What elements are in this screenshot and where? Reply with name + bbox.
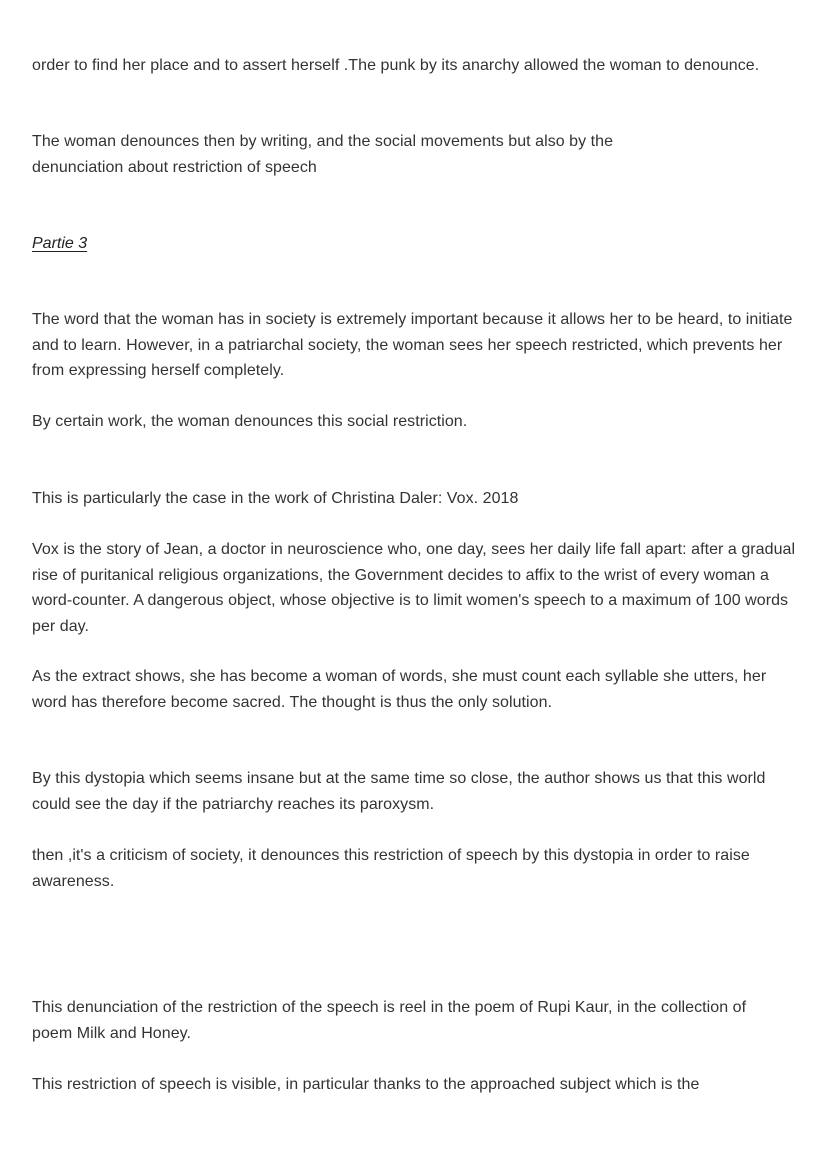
paragraph-social-restriction: By certain work, the woman denounces this social restriction. <box>32 413 468 430</box>
section-heading-partie-3: Partie 3 <box>32 235 88 252</box>
paragraph-restriction-visible: This restriction of speech is visible, in particular thanks to the approached subject which is the <box>32 1076 700 1093</box>
paragraph-woman-of-words: As the extract shows, she has become a woman of words, she must count each syllable she utters, her word has therefore become sacred. The thought is thus the only solution. <box>32 668 767 711</box>
paragraph-dystopia: By this dystopia which seems insane but at the same time so close, the author shows us that this world could see the day if the patriarchy reaches its paroxysm. <box>32 770 766 813</box>
paragraph-vox-story: Vox is the story of Jean, a doctor in neuroscience who, one day, sees her daily life fall apart: after a gradual rise of puritanical religious organizations, the Government decides to affix to the wrist of every woman a word-counter. A dangerous object, whose objective is to limit women's speech to a maximum of 100 words per day. <box>32 541 796 635</box>
paragraph-word-in-society: The word that the woman has in society is extremely important because it allows her to be heard, to initiate and to learn. However, in a patriarchal society, the woman sees her speech restricted, which prevents her from expressing herself completely. <box>32 311 793 379</box>
paragraph-criticism-of-society: then ,it's a criticism of society, it denounces this restriction of speech by this dystopia in order to raise awareness. <box>32 847 750 890</box>
paragraph-rupi-kaur: This denunciation of the restriction of the speech is reel in the poem of Rupi Kaur, in the collection of poem Milk and Honey. <box>32 999 747 1042</box>
paragraph-christina-daler: This is particularly the case in the work of Christina Daler: Vox. 2018 <box>32 490 519 507</box>
paragraph-woman-denounces: The woman denounces then by writing, and the social movements but also by the denunciation about restriction of speech <box>32 133 614 176</box>
paragraph-punk-anarchy: order to find her place and to assert herself .The punk by its anarchy allowed the woman to denounce. <box>32 57 760 74</box>
